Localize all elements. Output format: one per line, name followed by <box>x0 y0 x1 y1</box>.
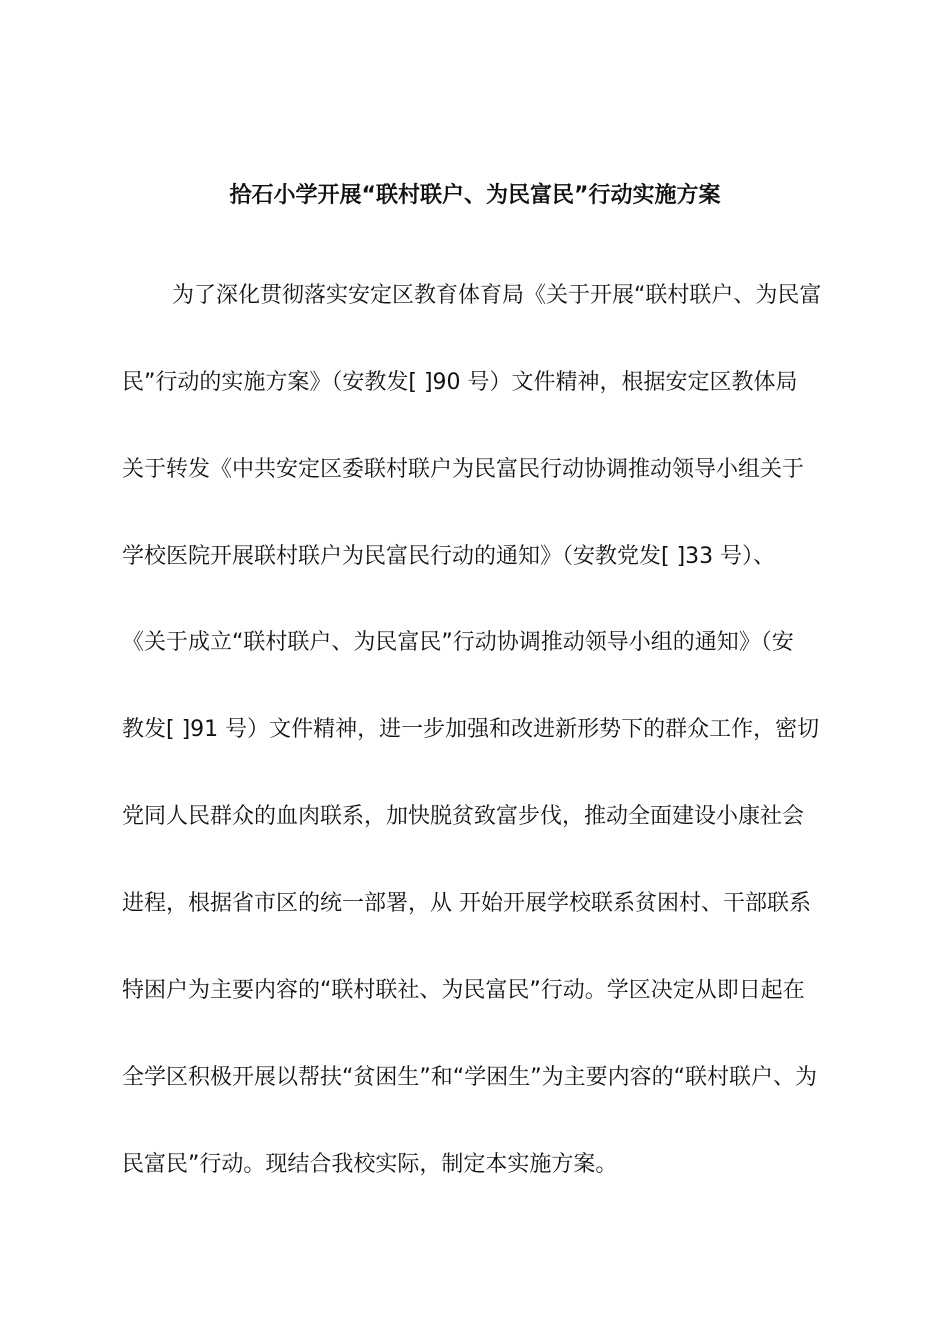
paragraph-line-6: 教发[ ]91 号）文件精神，进一步加强和改进新形势下的群众工作，密切 <box>122 717 820 742</box>
paragraph-line-8: 进程，根据省市区的统一部署，从 开始开展学校联系贫困村、干部联系 <box>122 891 811 916</box>
paragraph-line-5: 《关于成立“联村联户、为民富民”行动协调推动领导小组的通知》（安 <box>122 630 794 655</box>
paragraph-line-2: 民”行动的实施方案》（安教发[ ]90 号）文件精神，根据安定区教体局 <box>122 370 798 395</box>
document-title: 拾石小学开展“联村联户、为民富民”行动实施方案 <box>229 183 721 208</box>
paragraph-line-4: 学校医院开展联村联户为民富民行动的通知》（安教党发[ ]33 号）、 <box>122 544 776 569</box>
paragraph-line-3: 关于转发《中共安定区委联村联户为民富民行动协调推动领导小组关于 <box>122 457 805 482</box>
paragraph-line-10: 全学区积极开展以帮扶“贫困生”和“学困生”为主要内容的“联村联户、为 <box>122 1065 817 1090</box>
paragraph-line-7: 党同人民群众的血肉联系，加快脱贫致富步伐，推动全面建设小康社会 <box>122 804 805 829</box>
paragraph-line-9: 特困户为主要内容的“联村联社、为民富民”行动。学区决定从即日起在 <box>122 978 805 1003</box>
paragraph-line-1: 为了深化贯彻落实安定区教育体育局《关于开展“联村联户、为民富 <box>172 283 822 308</box>
paragraph-line-11: 民富民”行动。现结合我校实际，制定本实施方案。 <box>122 1152 618 1177</box>
